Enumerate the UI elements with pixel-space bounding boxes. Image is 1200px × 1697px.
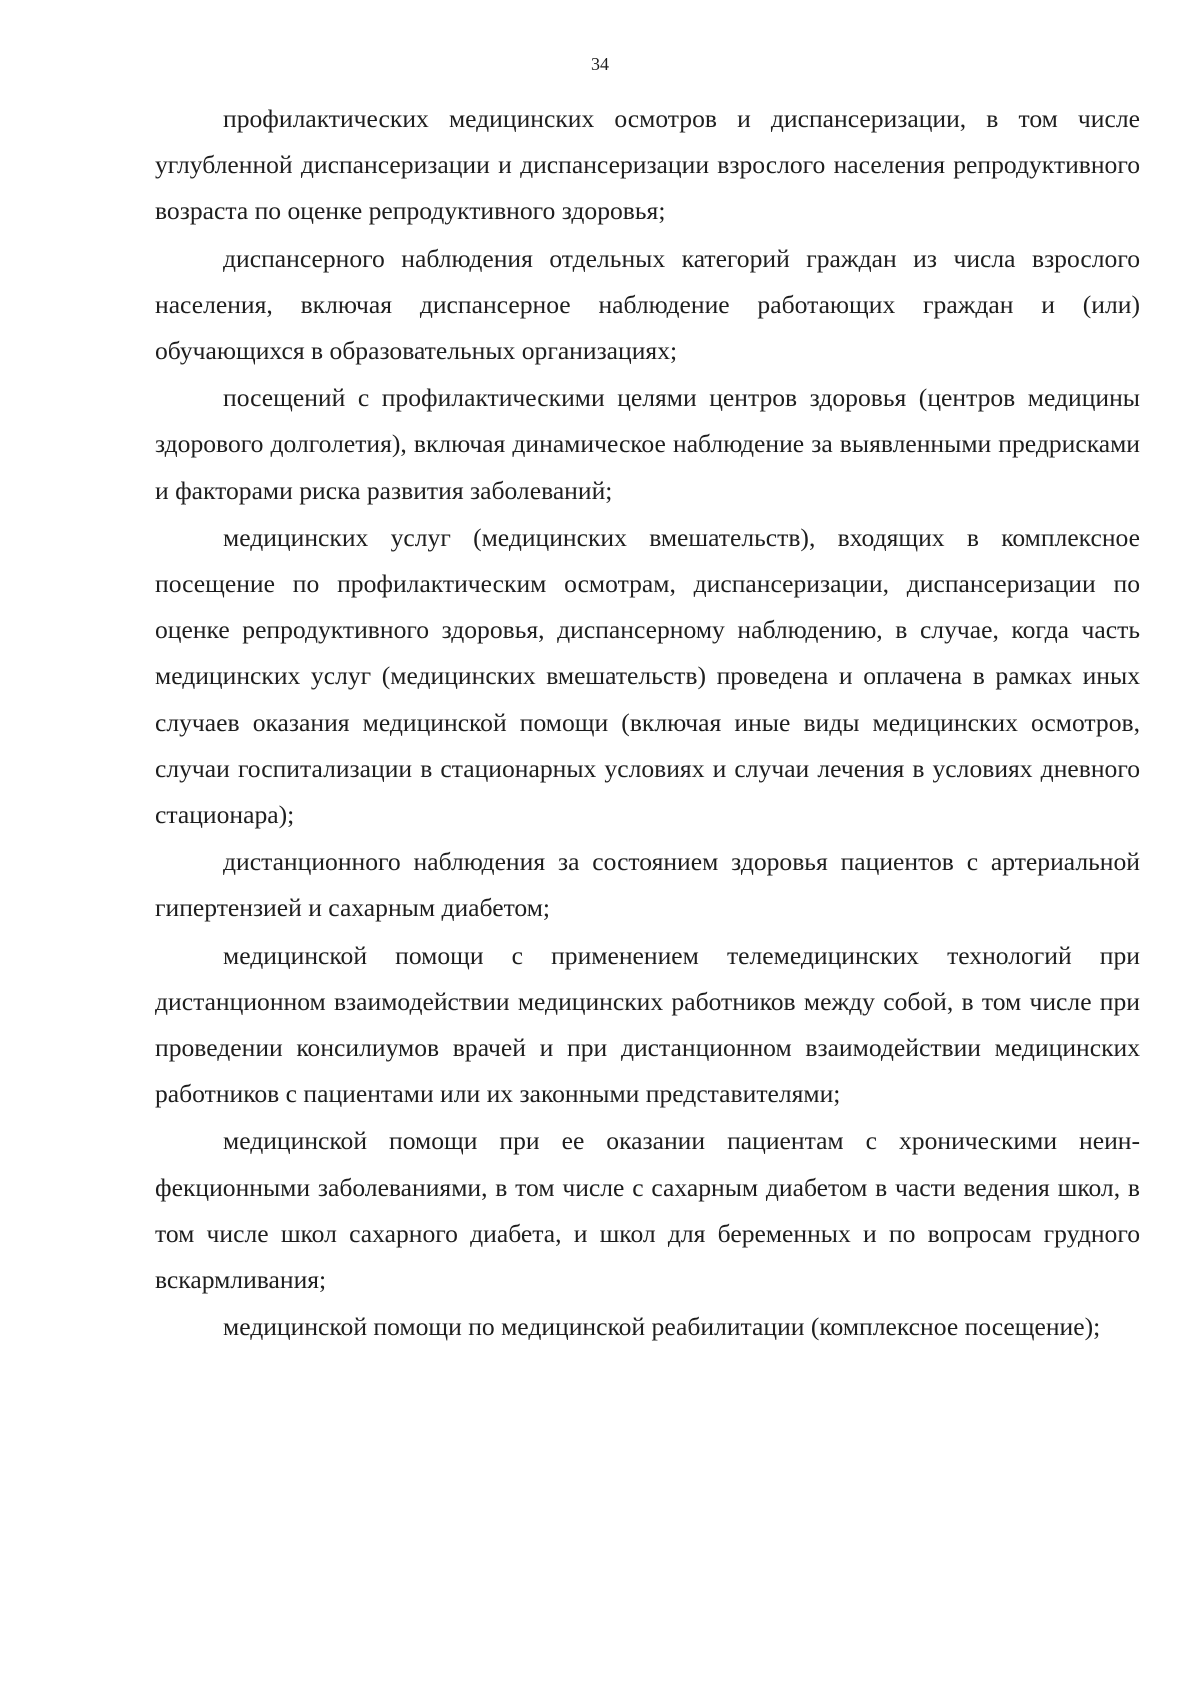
document-body — [155, 96, 1140, 1351]
paragraph-medical-rehabilitation: медицинской помощи по медицинской реабилитации (комплексное посещение); — [223, 1312, 1101, 1342]
paragraph-remote-monitoring: дистанционного наблюдения за состоянием здоровья пациентов с артериальной гипертензией и сахарным диабетом; — [155, 847, 1140, 923]
paragraph-medical-services: медицинских услуг (медицинских вмешательств), входящих в комплексное посещение по профилактическим осмотрам, диспансеризации, диспансеризации по оценке репродуктивного здоровья, диспансерному наблюдению, в случае, когда часть медицинских услуг (медицинских вмешательств) проведена и оплачена в рамках иных случаев оказания медицинской помощи (включая иные виды медицинских осмотров, случаи госпитализации в стационарных условиях и случаи лечения в условиях дневного стационара); — [155, 522, 1140, 830]
paragraph-dispensary-observation: диспансерного наблюдения отдельных категорий граждан из числа взрослого населения, включая диспансерное наблюдение работающих граждан и (или) обучающихся в образовательных организациях; — [155, 243, 1140, 366]
paragraph-chronic-disease-schools: медицинской помощи при ее оказании пациентам с хроническими неинфекционными заболеваниями, в том числе с сахарным диабетом в части ведения школ, в том числе школ сахарного диабета, и школ для беременных и по вопросам грудного вскармливания; — [155, 1126, 1140, 1295]
page-number: 34 — [591, 54, 609, 74]
paragraph-health-center-visits: посещений с профилактическими целями центров здоровья (центров медицины здорового долголетия), включая динамическое наблюдение за выявленными предрисками и факторами риска развития заболеваний; — [155, 383, 1140, 505]
paragraph-preventive-examinations: профилактических медицинских осмотров и диспансеризации, в том числе углубленной диспансеризации и диспансеризации взрослого населения репродуктивного возраста по оценке репродуктивного здоровья; — [155, 104, 1140, 226]
paragraph-telemedicine: медицинской помощи с применением телемедицинских технологий при дистанционном взаимодействии медицинских работников между собой, в том числе при проведении консилиумов врачей и при дистанционном взаимодействии медицинских работников с пациентами или их законными представителями; — [155, 940, 1140, 1109]
